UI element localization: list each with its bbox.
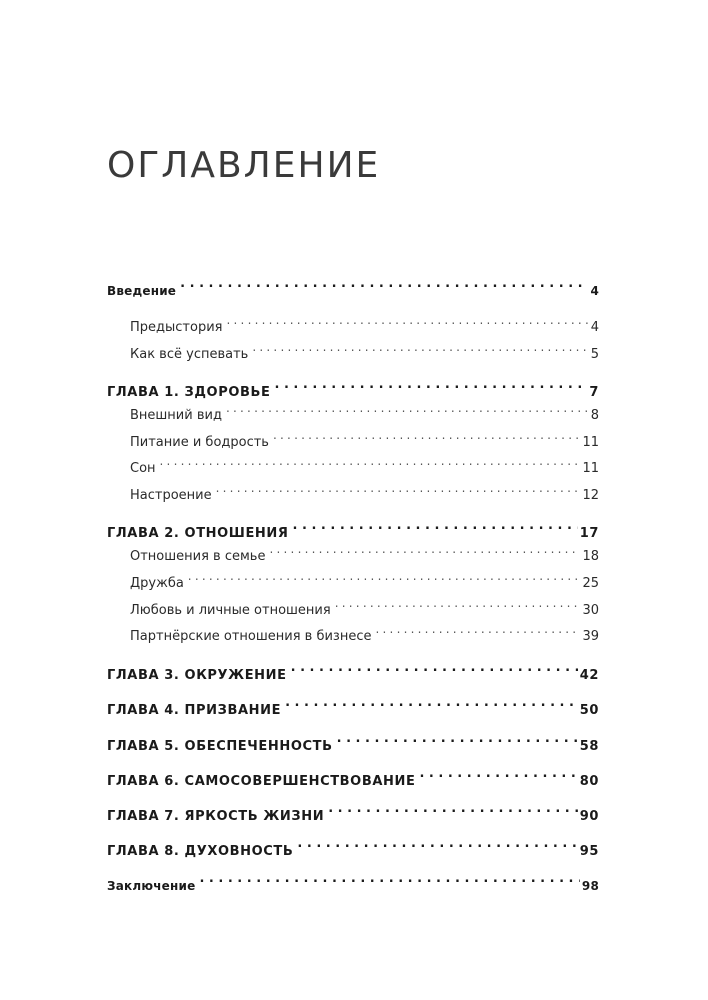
toc-entry-page: 25 (582, 576, 599, 591)
toc-entry-title: ГЛАВА 6. САМОСОВЕРШЕНСТВОВАНИЕ (107, 774, 416, 789)
toc-entry-page: 7 (589, 385, 599, 400)
toc-entry-nutrition[interactable] (130, 424, 599, 450)
toc-entry-chapter-4[interactable] (107, 692, 599, 718)
toc-entry-page: 11 (582, 435, 599, 450)
toc-entry-page: 4 (590, 320, 599, 335)
toc-entry-title: ГЛАВА 4. ПРИЗВАНИЕ (107, 703, 282, 718)
toc-entry-chapter-7[interactable] (107, 798, 599, 824)
toc-entry-title: Заключение (107, 879, 196, 893)
toc-entry-page: 4 (590, 284, 599, 298)
dot-leader (335, 592, 581, 614)
dot-leader (199, 868, 579, 890)
toc-entry-title: Введение (107, 284, 177, 298)
dot-leader (269, 538, 580, 560)
toc-entry-title: ГЛАВА 5. ОБЕСПЕЧЕННОСТЬ (107, 739, 333, 754)
toc-entry-title: ГЛАВА 3. ОКРУЖЕНИЕ (107, 668, 287, 683)
dot-leader (273, 424, 580, 446)
dot-leader (188, 565, 581, 587)
toc-entry-page: 95 (579, 844, 599, 859)
toc-entry-page: 18 (582, 549, 599, 564)
dot-leader (291, 657, 578, 679)
toc-entry-love[interactable] (130, 592, 599, 618)
toc-entry-title: ГЛАВА 2. ОТНОШЕНИЯ (107, 526, 289, 541)
toc-entry-page: 80 (579, 774, 599, 789)
toc-entry-page: 58 (579, 739, 599, 754)
toc-entry-chapter-5[interactable] (107, 728, 599, 754)
toc-entry-title: Отношения в семье (130, 549, 266, 564)
dot-leader (226, 397, 589, 419)
toc-entry-title: ГЛАВА 8. ДУХОВНОСТЬ (107, 844, 294, 859)
toc-entry-conclusion[interactable] (107, 868, 599, 893)
toc-entry-title: Сон (130, 461, 156, 476)
toc-entry-chapter-8[interactable] (107, 833, 599, 859)
toc-entry-page: 30 (582, 603, 599, 618)
toc-entry-title: Предыстория (130, 320, 223, 335)
toc-entry-title: ГЛАВА 1. ЗДОРОВЬЕ (107, 385, 271, 400)
toc-entry-family[interactable] (130, 538, 599, 564)
toc-entry-title: ГЛАВА 7. ЯРКОСТЬ ЖИЗНИ (107, 809, 325, 824)
toc-entry-title: Дружба (130, 576, 184, 591)
toc-entry-page: 90 (579, 809, 599, 824)
toc-entry-title: Настроение (130, 488, 212, 503)
toc-entry-page: 17 (579, 526, 599, 541)
toc-entry-sleep[interactable] (130, 450, 599, 476)
toc-entry-chapter-6[interactable] (107, 763, 599, 789)
dot-leader (375, 618, 580, 640)
dot-leader (328, 798, 578, 820)
toc-entry-page: 8 (590, 408, 599, 423)
toc-entry-how-to-manage[interactable] (130, 336, 599, 362)
toc-entry-friendship[interactable] (130, 565, 599, 591)
dot-leader (293, 515, 578, 537)
dot-leader (297, 833, 577, 855)
toc-entry-page: 11 (582, 461, 599, 476)
dot-leader (180, 273, 588, 295)
dot-leader (419, 763, 577, 785)
toc-entry-introduction[interactable] (107, 273, 599, 298)
toc-entry-page: 39 (582, 629, 599, 644)
toc-entry-chapter-1[interactable] (107, 374, 599, 400)
toc-entry-prehistory[interactable] (130, 309, 599, 335)
toc-entry-business-partners[interactable] (130, 618, 599, 644)
dot-leader (160, 450, 581, 472)
toc-entry-chapter-2[interactable] (107, 515, 599, 541)
toc-entry-page: 42 (579, 668, 599, 683)
toc-entry-appearance[interactable] (130, 397, 599, 423)
toc-entry-page: 12 (582, 488, 599, 503)
dot-leader (216, 477, 581, 499)
toc-entry-page: 5 (590, 347, 599, 362)
page-title: ОГЛАВЛЕНИЕ (107, 145, 381, 186)
toc-entry-title: Внешний вид (130, 408, 222, 423)
dot-leader (226, 309, 588, 331)
toc-entry-title: Как всё успевать (130, 347, 249, 362)
dot-leader (337, 728, 578, 750)
toc-entry-title: Питание и бодрость (130, 435, 269, 450)
toc-entry-page: 50 (579, 703, 599, 718)
dot-leader (285, 692, 578, 714)
toc-entry-title: Любовь и личные отношения (130, 603, 331, 618)
toc-entry-chapter-3[interactable] (107, 657, 599, 683)
dot-leader (275, 374, 588, 396)
toc-entry-mood[interactable] (130, 477, 599, 503)
toc-entry-title: Партнёрские отношения в бизнесе (130, 629, 372, 644)
toc-entry-page: 98 (581, 879, 599, 893)
dot-leader (252, 336, 588, 358)
